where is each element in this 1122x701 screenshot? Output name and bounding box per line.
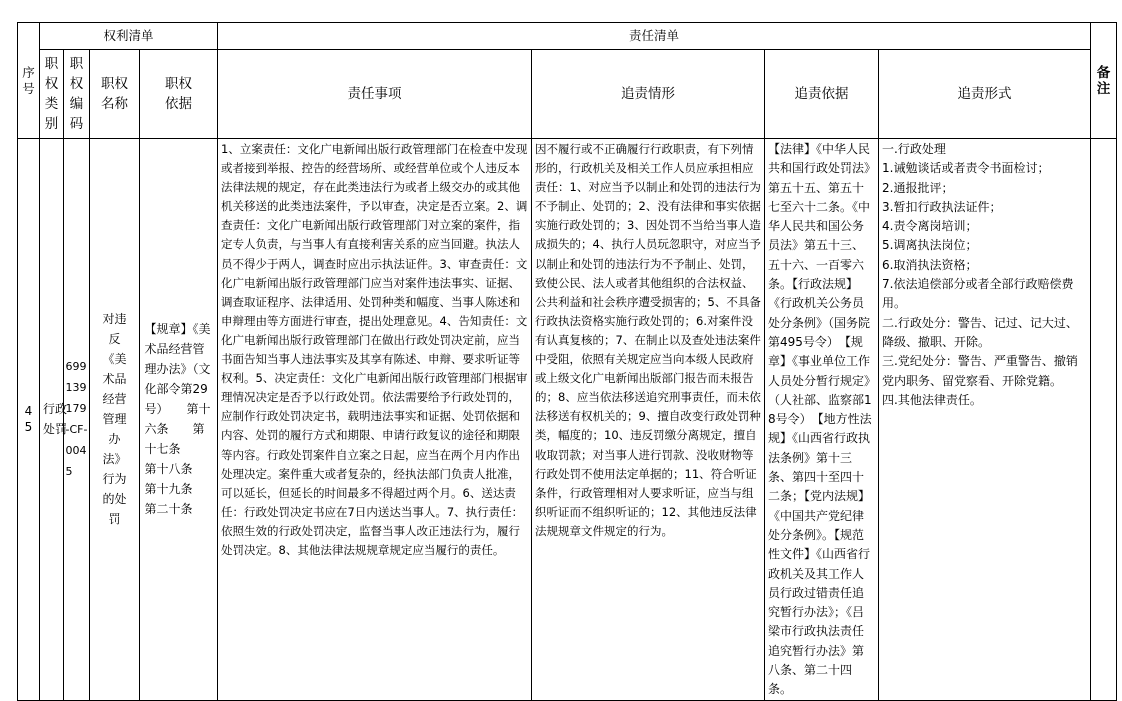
cell-account-form (879, 139, 1091, 701)
header-category: 职权类别 (40, 50, 64, 139)
header-seq: 序号 (18, 23, 40, 139)
header-name: 职权名称 (90, 50, 140, 139)
account-form-line: 7.依法追偿部分或者全部行政赔偿费用。 (882, 277, 1074, 311)
account-form-line: 2.通报批评； (882, 180, 954, 195)
account-form-line: 三.党纪处分：警告、严重警告、撤销党内职务、留党察看、开除党籍。 四.其他法律责任。 (882, 354, 1081, 407)
cell-seq: 45 (18, 139, 40, 701)
account-form-line: 5.调离执法岗位； (882, 238, 978, 253)
header-basis: 职权依据 (140, 50, 218, 139)
header-resp-items: 责任事项 (218, 50, 532, 139)
cell-remark (1091, 139, 1117, 701)
cell-resp-items: 1、立案责任：文化广电新闻出版行政管理部门在检查中发现或者接到举报、控告的经营场所、或经营单位或个人违反本法律法规的规定，存在此类违法行为或者上级交办的或其他机关移送的此类违法案件，予以审查，决定是否立案。2、调查责任：文化广电新闻出版行政管理部门对立案的案件，指定专人负责，与当事人有直接利害关系的应当回避。执法人员不得少于两人，调查时应出示执法证件。3、审查责任：文化广电新闻出版行政管理部门应当对案件违法事实、证据、调查取证程序、法律适用、处罚种类和幅度、当事人陈述和申辩理由等方面进行审查，提出处理意见。4、告知责任：文化广电新闻出版行政管理部门在做出行政处罚决定前，应当书面告知当事人违法事实及其享有陈述、申辩、要求听证等权利。5、决定责任：文化广电新闻出版行政管理部门根据审理情况决定是否予以行政处罚。依法需要给予行政处罚的，应制作行政处罚决定书，载明违法事实和证据、处罚依据和内容、处罚的履行方式和期限、申请行政复议的途径和期限等内容。行政处罚案件自立案之日起，应当在两个月内作出处理决定。案件重大或者复杂的，经执法部门负责人批准，可以延长，但延长的时间最多不得超过两个月。6、送达责任：行政处罚决定书应在7日内送达当事人。7、执行责任：依照生效的行政处罚决定，监督当事人改正违法行为，履行处罚决定。8、其他法律法规规章规定应当履行的责任。 (218, 139, 532, 701)
header-account-form: 追责形式 (879, 50, 1091, 139)
header-accountability: 追责情形 (532, 50, 765, 139)
cell-code: 699139179-CF-0045 (64, 139, 90, 701)
header-rights-list: 权利清单 (40, 23, 218, 50)
header-remark: 备注 (1091, 23, 1117, 139)
header-account-basis: 追责依据 (765, 50, 879, 139)
header-code: 职权编码 (64, 50, 90, 139)
cell-category: 行政处罚 (40, 139, 64, 701)
cell-basis: 【规章】《美术品经营管理办法》（文化部令第29号） 第十六条 第十七条 第十八条 第十九条 第二十条 (140, 139, 218, 701)
table-row (18, 139, 1117, 701)
account-form-line: 3.暂扣行政执法证件； (882, 199, 1002, 214)
account-form-line: 二.行政处分：警告、记过、记大过、降级、撤职、开除。 (882, 315, 1078, 349)
account-form-line: 6.取消执法资格； (882, 257, 978, 272)
cell-accountability: 因不履行或不正确履行行政职责，有下列情形的，行政机关及相关工作人员应承担相应责任：1、对应当予以制止和处罚的违法行为不予制止、处罚的；2、没有法律和事实依据实施行政处罚的；3、因处罚不当给当事人造成损失的；4、执行人员玩忽职守，对应当予以制止和处罚的违法行为不予制止、处罚，致使公民、法人或者其他组织的合法权益、公共利益和社会秩序遭受损害的；5、不具备行政执法资格实施行政处罚的；6.对案件没有认真复核的；7、在制止以及查处违法案件中受阻，依照有关规定应当向本级人民政府或上级文化广电新闻出版部门报告而未报告的；8、应当依法移送追究刑事责任，而未依法移送有权机关的；9、擅自改变行政处罚种类，幅度的；10、违反罚缴分离规定，擅自收取罚款；对当事人进行罚款、没收财物等行政处罚不使用法定单据的；11、符合听证条件，行政管理相对人要求听证，应当与组织听证而不组织听证的；12、其他违反法律法规规章文件规定的行为。 (532, 139, 765, 701)
header-responsibility-list: 责任清单 (218, 23, 1091, 50)
account-form-line: 一.行政处理 (882, 142, 946, 156)
account-form-line: 1.诫勉谈话或者责令书面检讨； (882, 161, 1050, 176)
cell-name: 对违反《美术品经营管理办法》行为的处罚 (90, 139, 140, 701)
account-form-line: 4.责令离岗培训； (882, 219, 978, 234)
rights-responsibility-table (17, 22, 1117, 701)
cell-account-basis: 【法律】《中华人民共和国行政处罚法》第五十五、第五十七至六十二条。《中华人民共和国公务员法》第五十三、五十六、一百零六条。【行政法规】 《行政机关公务员处分条例》（国务院第495号令） 【规章】《事业单位工作人员处分暂行规定》（人社部、监察部18号令） 【地方性法规】《山西省行政执法条例》第十三条、第四十至四十二条；【党内法规】《中国共产党纪律处分条例》。【规范性文件】《山西省行政机关及其工作人员行政过错责任追究暂行办法》；《吕梁市行政执法责任追究暂行办法》第八条、第二十四条。 (765, 139, 879, 701)
